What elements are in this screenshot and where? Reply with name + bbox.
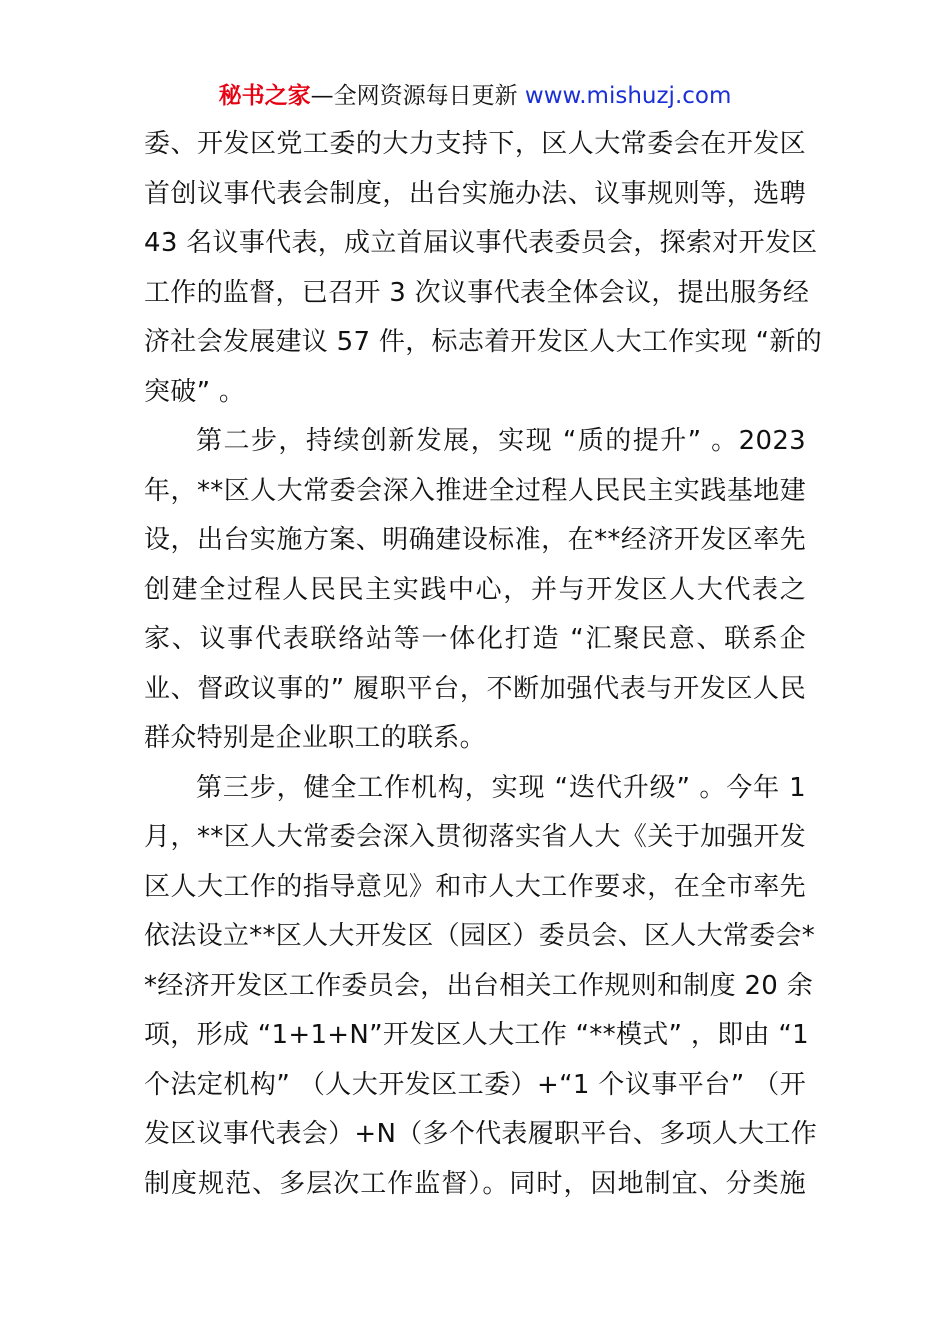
text-line: 首创议事代表会制度，出台实施办法、议事规则等，选聘 <box>144 178 806 209</box>
document-body <box>144 120 823 1209</box>
text-line: *经济开发区工作委员会，出台相关工作规则和制度 20 余 <box>144 970 814 1001</box>
header-site-link[interactable]: www.mishuzj.com <box>524 83 732 109</box>
text-line: 年，**区人大常委会深入推进全过程人民民主实践基地建 <box>144 475 806 506</box>
header-brand: 秘书之家 <box>218 83 311 109</box>
text-line: 依法设立**区人大开发区（园区）委员会、区人大常委会* <box>144 921 816 951</box>
page-header <box>0 80 950 112</box>
text-line: 第二步，持续创新发展，实现 “质的提升” 。2023 <box>196 426 806 456</box>
text-line: 济社会发展建议 57 件，标志着开发区人大工作实现 “新的 <box>144 327 823 357</box>
text-line: 月，**区人大常委会深入贯彻落实省人大《关于加强开发 <box>144 822 806 852</box>
text-line: 项，形成 “1+1+N”开发区人大工作 “**模式” ，即由 “1 <box>144 1020 809 1050</box>
header-tagline: —全网资源每日更新 <box>310 83 525 109</box>
text-line: 个法定机构” （人大开发区工委）+“1 个议事平台” （开 <box>144 1069 806 1100</box>
text-line: 43 名议事代表，成立首届议事代表委员会，探索对开发区 <box>144 228 818 258</box>
text-line: 发区议事代表会）+N（多个代表履职平台、多项人大工作 <box>144 1119 818 1149</box>
text-line: 家、议事代表联络站等一体化打造 “汇聚民意、联系企 <box>144 624 806 654</box>
text-line: 第三步，健全工作机构，实现 “迭代升级” 。今年 1 <box>196 772 806 803</box>
text-line: 创建全过程人民民主实践中心，并与开发区人大代表之 <box>144 574 806 605</box>
text-line: 设，出台实施方案、明确建设标准，在**经济开发区率先 <box>144 525 806 555</box>
text-line: 工作的监督，已召开 3 次议事代表全体会议，提出服务经 <box>144 277 810 308</box>
text-line: 群众特别是企业职工的联系。 <box>144 723 486 753</box>
text-line: 业、督政议事的” 履职平台，不断加强代表与开发区人民 <box>144 673 806 704</box>
text-line: 制度规范、多层次工作监督）。同时，因地制宜、分类施 <box>144 1168 806 1199</box>
text-line: 突破” 。 <box>144 376 246 407</box>
text-line: 区人大工作的指导意见》和市人大工作要求，在全市率先 <box>144 871 806 902</box>
text-line: 委、开发区党工委的大力支持下，区人大常委会在开发区 <box>144 129 806 159</box>
